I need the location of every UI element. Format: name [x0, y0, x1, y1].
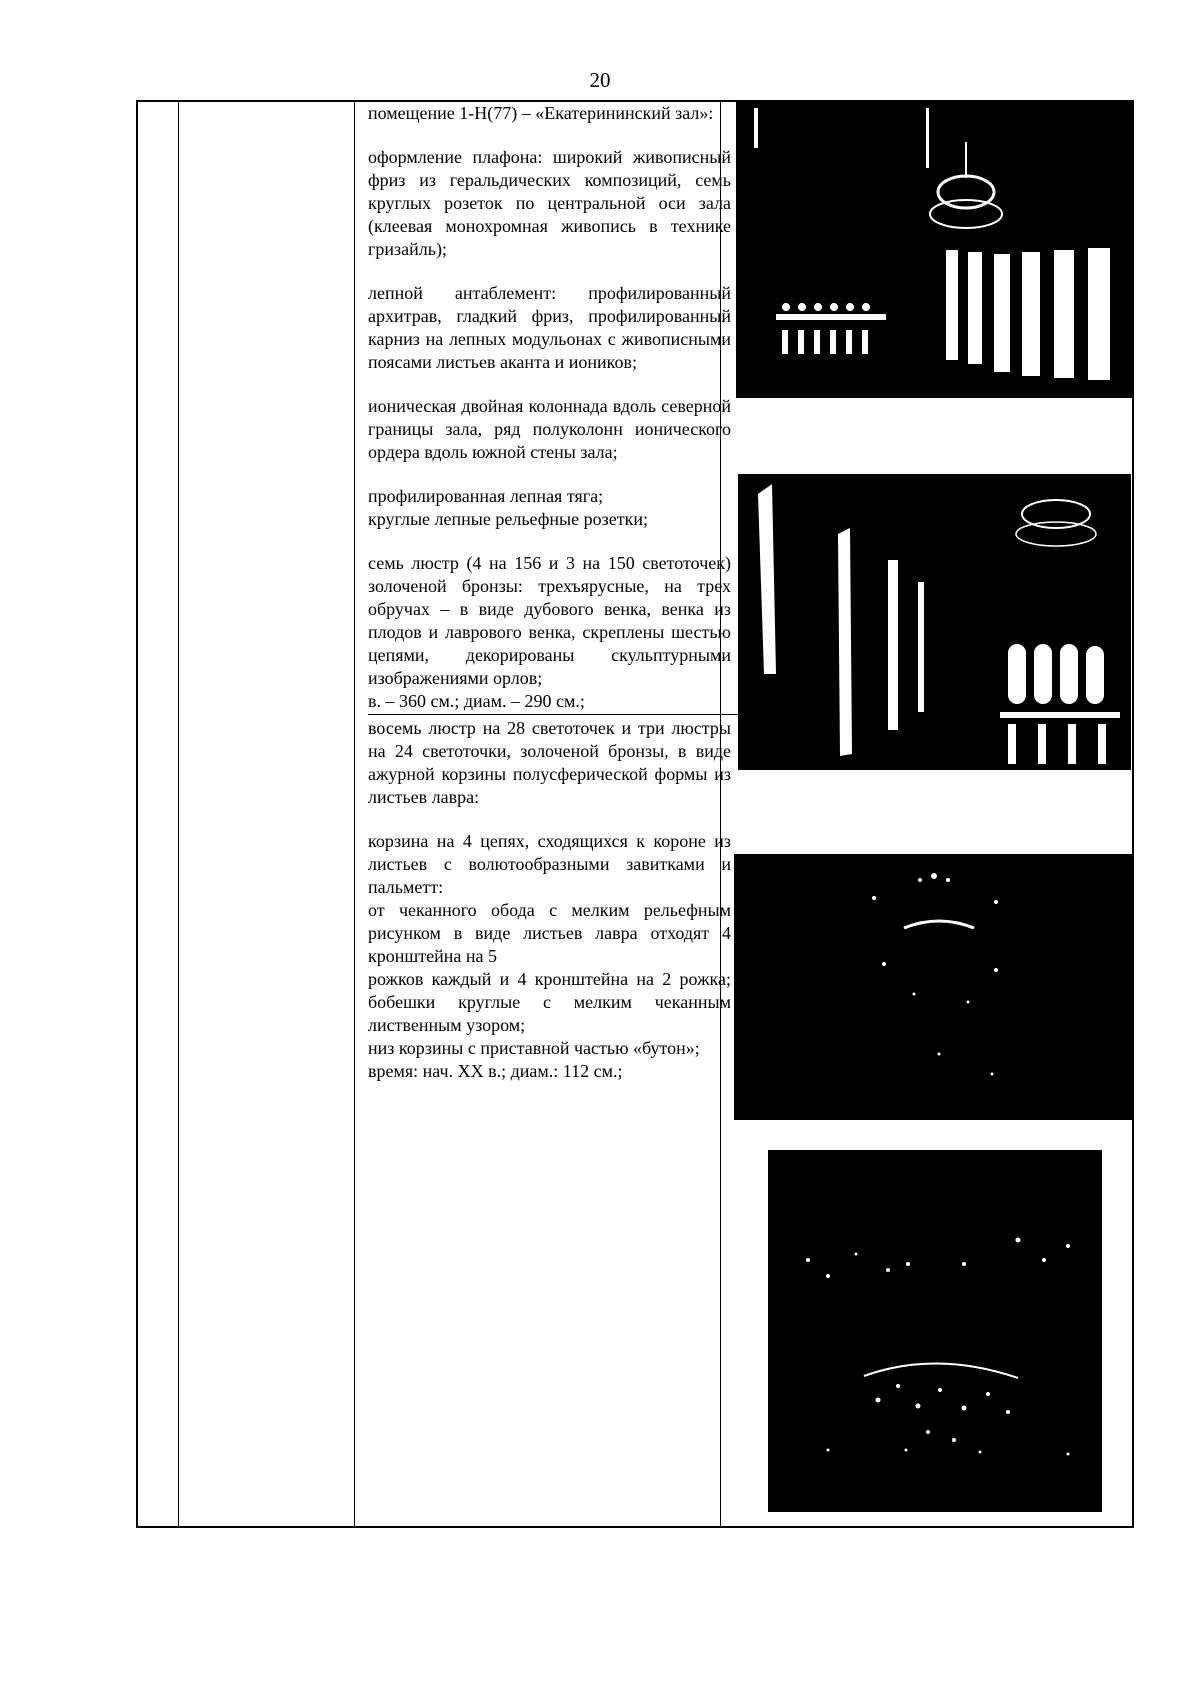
hall-photo-1 [736, 102, 1132, 398]
column-divider [354, 102, 355, 1526]
description-text-cell [368, 102, 731, 1083]
ceiling-description: оформление плафона: широкий живописный фриз из геральдических композиций, семь круглых розеток по центральной оси зала (клеевая монохромная живопись в технике гризайль); [368, 147, 731, 259]
large-chandeliers-description: семь люстр (4 на 156 и 3 на 150 светоточек) золоченой бронзы: трехъярусные, на трех обручах – в виде дубового венка, венка из плодов и лаврового венка, скреплены шестью цепями, декорированы скульптурными изображениями орлов; [368, 553, 731, 688]
entablature-description: лепной антаблемент: профилированный архитрав, гладкий фриз, профилированный карниз на лепных модульонах с живописными поясами листьев аканта и иоников; [368, 283, 731, 372]
description-table [136, 100, 1134, 1528]
colonnade-description: ионическая двойная колоннада вдоль северной границы зала, ряд полуколонн ионического ордера вдоль южной стены зала; [368, 396, 731, 462]
rosettes-description: круглые лепные рельефные розетки; [368, 509, 648, 529]
chandelier-photo-2 [768, 1150, 1102, 1512]
basket-bottom-description: низ корзины с приставной частью «бутон»; [368, 1038, 700, 1058]
chandelier-photo-1 [734, 854, 1134, 1120]
brackets-description: рожков каждый и 4 кронштейна на 2 рожка; бобешки круглые с мелким чеканным лиственным узором; [368, 969, 731, 1035]
basket-description: корзина на 4 цепях, сходящихся к короне из листьев с волютообразными завитками и пальметт: [368, 831, 731, 897]
molding-description: профилированная лепная тяга; [368, 486, 604, 506]
rim-description: от чеканного обода с мелким рельефным рисунком в виде листьев лавра отходят 4 кронштейна на 5 [368, 900, 731, 966]
hall-photo-2 [738, 474, 1131, 770]
room-heading: помещение 1-Н(77) – «Екатерининский зал»: [368, 103, 714, 123]
small-chandeliers-description: восемь люстр на 28 светоточек и три люстры на 24 светоточки, золоченой бронзы, в виде ажурной корзины полусферической формы из листьев лавра: [368, 718, 731, 807]
column-divider [178, 102, 179, 1526]
page-number: 20 [589, 68, 611, 92]
large-chandeliers-dimensions: в. – 360 см.; диам. – 290 см.; [368, 690, 741, 715]
date-dimensions: время: нач. XX в.; диам.: 112 см.; [368, 1061, 623, 1081]
